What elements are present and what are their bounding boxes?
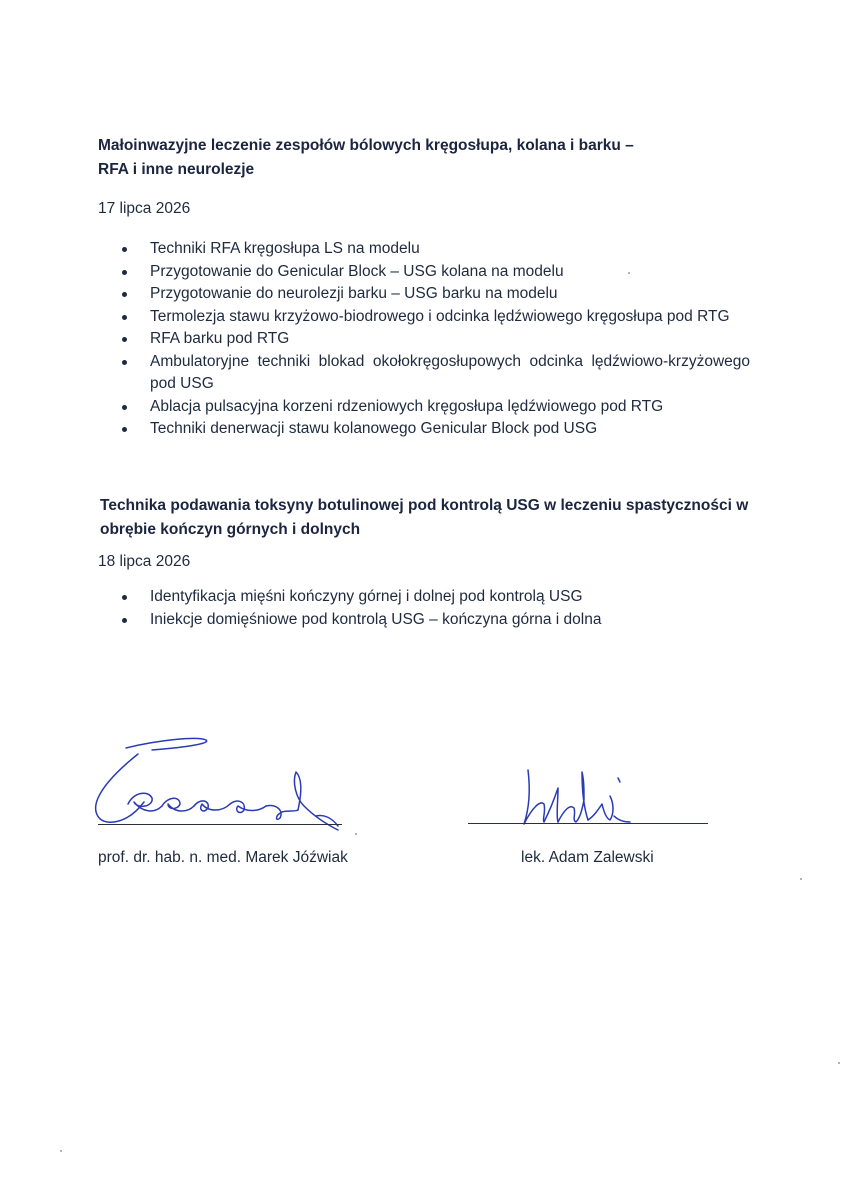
- list-item: Techniki denerwacji stawu kolanowego Genicular Block pod USG: [98, 418, 750, 441]
- section2-title: Technika podawania toksyny botulinowej pod kontrolą USG w leczeniu spastyczności w obrębie kończyn górnych i dolnych: [100, 497, 749, 538]
- section2-date: 18 lipca 2026: [98, 553, 191, 570]
- scan-speck: [60, 1150, 62, 1152]
- list-item: Iniekcje domięśniowe pod kontrolą USG – kończyna górna i dolna: [98, 609, 750, 632]
- list-item: Techniki RFA kręgosłupa LS na modelu: [98, 238, 750, 261]
- section2-list: [98, 586, 750, 631]
- section1-date: 17 lipca 2026: [98, 200, 191, 217]
- list-item: Przygotowanie do neurolezji barku – USG barku na modelu: [98, 283, 750, 306]
- signature-2-image: [510, 760, 640, 840]
- list-item: Identyfikacja mięśni kończyny górnej i dolnej pod kontrolą USG: [98, 586, 750, 609]
- list-item: RFA barku pod RTG: [98, 328, 750, 351]
- list-item: Przygotowanie do Genicular Block – USG kolana na modelu: [98, 261, 750, 284]
- list-item: Ablacja pulsacyjna korzeni rdzeniowych kręgosłupa lędźwiowego pod RTG: [98, 396, 750, 419]
- scan-speck: [800, 878, 802, 880]
- signature-2-name: lek. Adam Zalewski: [521, 849, 654, 866]
- signature-1-name: prof. dr. hab. n. med. Marek Jóźwiak: [98, 849, 348, 866]
- list-item: Ambulatoryjne techniki blokad okołokręgosłupowych odcinka lędźwiowo-krzyżowego pod USG: [98, 351, 750, 396]
- section1-title: Małoinwazyjne leczenie zespołów bólowych kręgosłupa, kolana i barku – RFA i inne neurolezje: [98, 137, 634, 178]
- scan-speck: [355, 833, 357, 835]
- signature-line-2: [468, 823, 708, 824]
- signature-1-image: [88, 732, 368, 842]
- section1-list: [98, 238, 750, 441]
- signature-line-1: [98, 824, 342, 825]
- scan-speck: [838, 1062, 840, 1064]
- scan-speck: [628, 272, 630, 274]
- list-item: Termolezja stawu krzyżowo-biodrowego i odcinka lędźwiowego kręgosłupa pod RTG: [98, 306, 750, 329]
